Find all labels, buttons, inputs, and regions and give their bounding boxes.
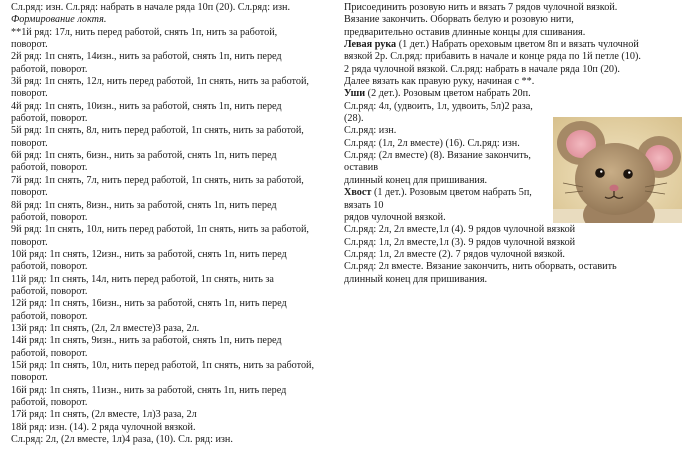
text-line: 16й ряд: 1п снять, 11изн., нить за работой, снять 1п, нить перед [11,384,287,396]
intro-paragraph [344,2,682,39]
text-line: предварительно оставив длинные концы для сшивания. [344,26,586,38]
text-line: работой, поворот. [11,211,88,223]
text-line: 7й ряд: 1п снять, 7л, нить перед работой, 1п снять, нить за работой, [11,174,304,186]
text-line: 2й ряд: 1п снять, 14изн., нить за работой, снять 1п, нить перед [11,51,282,63]
text-line: Присоединить розовую нить и вязать 7 рядов чулочной вязкой. [344,2,618,13]
text-line: 4й ряд: 1п снять, 10изн., нить за работой, снять 1п, нить перед [11,100,282,112]
text-line: вязать 10 [344,199,384,211]
text-line: 5й ряд: 1п снять, 8л, нить перед работой, 1п снять, нить за работой, [11,125,304,137]
text-line: Вязание закончить. Оборвать белую и розовую нити, [344,14,574,26]
text-line: 18й ряд: изн. (14). 2 ряда чулочной вязкой. [11,421,196,433]
text-line: **1й ряд: 17л, нить перед работой, снять 1п, нить за работой, [11,26,278,38]
text-line: Сл.ряд: 4л, (удвоить, 1л, удвоить, 5л)2 раза, [344,100,533,112]
text-line: 12й ряд: 1п снять, 16изн., нить за работой, снять 1п, нить перед [11,298,287,310]
text-line: 14й ряд: 1п снять, 9изн., нить за работой, снять 1п, нить перед [11,335,282,347]
text-line: работой, поворот. [11,310,88,322]
text-line: 6й ряд: 1п снять, 6изн., нить за работой, снять 1п, нить перед [11,150,277,162]
toy-mouse-photo [553,117,682,223]
text-line: вязкой 2р. Сл.ряд: прибавить в начале и конце ряда по 1й петле (10). [344,51,641,63]
text-line: Сл.ряд: изн. Сл.ряд: набрать в начале ряда 10п (20). Сл.ряд: изн. [11,2,291,13]
text-line: работой, поворот. [11,113,88,125]
text-line: 2 ряда чулочной вязкой. Сл.ряд: набрать в начале ряда 10п (20). [344,63,620,75]
text-line: 11й ряд: 1п снять, 14л, нить перед работой, 1п снять, нить за [11,273,274,285]
section-heading-ears: Уши [344,88,366,100]
section-heading-elbow: Формирование локтя. [11,14,107,26]
section-heading-left-arm: Левая рука [344,39,397,51]
text-line: Сл.ряд: (1л, 2л вместе) (16). Сл.ряд: изн. [344,137,520,149]
text-line: 9й ряд: 1п снять, 10л, нить перед работой, 1п снять, нить за работой, [11,224,309,236]
text-line: 10й ряд: 1п снять, 12изн., нить за работой, снять 1п, нить перед [11,248,287,260]
text-line: поворот. [11,137,48,149]
text-line: Сл.ряд: 1л, 2л вместе (2). 7 рядов чулочной вязкой. [344,248,565,260]
elbow-rows [11,27,334,447]
text-line: 17й ряд: 1п снять, (2л вместе, 1л)3 раза, 2л [11,409,197,421]
text-line: работой, поворот. [11,63,88,75]
text-line: (28). [344,113,364,125]
text-line: поворот. [11,372,48,384]
text-line: Сл.ряд: 2л, (2л вместе, 1л)4 раза, (10). Сл. ряд: изн. [11,434,233,446]
text-line: поворот. [11,39,48,51]
text-line: Сл.ряд: 1л, 2л вместе,1л (3). 9 рядов чулочной вязкой [344,236,576,248]
text-line: Сл.ряд: (2л вместе) (8). Вязание закончить, [344,150,531,162]
right-column [344,2,682,286]
text-line: длинный конец для пришивания. [344,273,488,285]
left-arm-line: Левая рука (1 дет.) Набрать ореховым цветом 8п и вязать чулочной [344,39,639,51]
text-line: 3й ряд: 1п снять, 12л, нить перед работой, 1п снять, нить за работой, [11,76,309,88]
text-line: 15й ряд: 1п снять, 10л, нить перед работой, 1п снять, нить за работой, [11,359,315,371]
text-line: работой, поворот. [11,162,88,174]
text-line: поворот. [11,88,48,100]
tail-line: Хвост (1 дет.). Розовым цветом набрать 5п, [344,187,532,199]
text-line: поворот. [11,236,48,248]
text-line: Далее вязать как правую руку, начиная с **. [344,76,535,88]
text-line: поворот. [11,187,48,199]
text-line: 8й ряд: 1п снять, 8изн., нить за работой, снять 1п, нить перед [11,199,277,211]
text-line: работой, поворот. [11,397,88,408]
text-line: Сл.ряд: 2л вместе. Вязание закончить, нить оборвать, оставить [344,261,617,273]
text-line: работой, поворот. [11,347,88,359]
left-column [11,2,334,446]
text-line: работой, поворот. [11,285,88,297]
text-line: длинный конец для пришивания. [344,174,488,186]
left-arm-paragraph [344,51,682,88]
text-line: работой, поворот. [11,261,88,273]
text-line: рядов чулочной вязкой. [344,211,446,223]
ears-line: Уши (2 дет.). Розовым цветом набрать 20п. [344,88,531,100]
text-line: 13й ряд: 1п снять, (2л, 2л вместе)3 раза, 2л. [11,322,200,334]
text-line: Сл.ряд: изн. [344,125,397,137]
text-line: Сл.ряд: 2л, 2л вместе,1л (4). 9 рядов чулочной вязкой [344,224,576,236]
section-heading-tail: Хвост [344,187,372,199]
text-line: оставив [344,162,379,174]
